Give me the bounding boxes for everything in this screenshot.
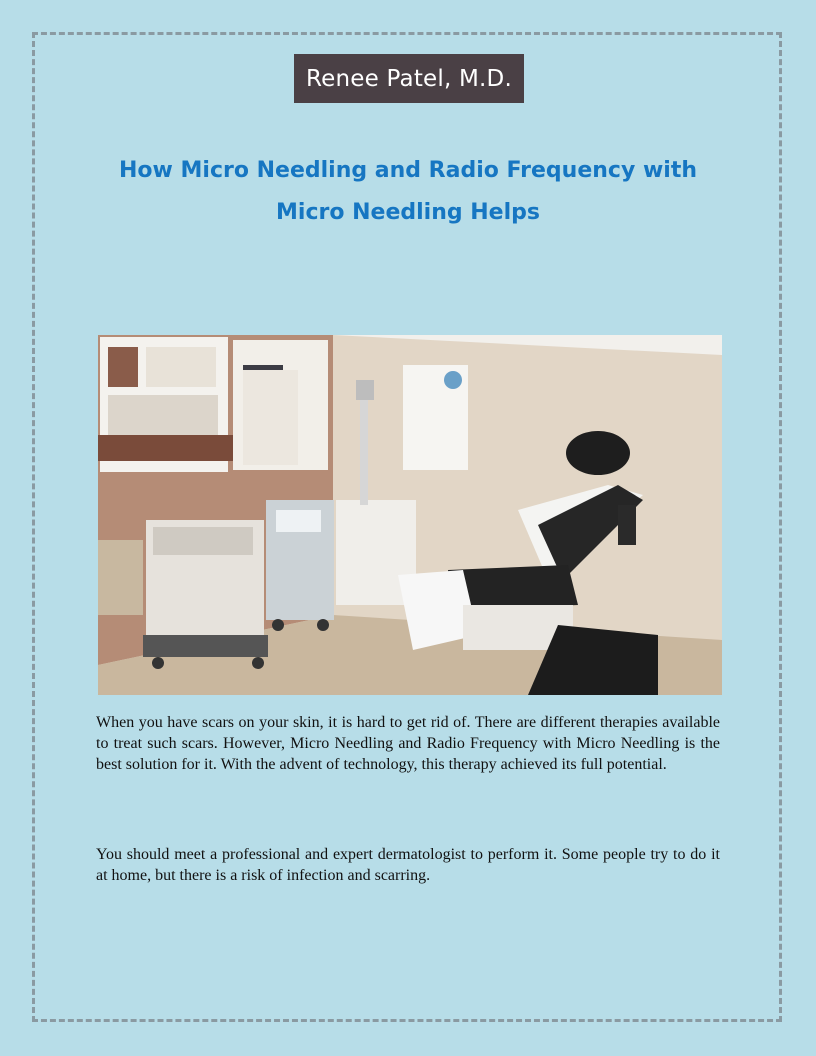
intro-paragraph: When you have scars on your skin, it is hard to get rid of. There are different therapies available to treat such scars. However, Micro Needling and Radio Frequency with Micro Needling is the best solution for it. With the advent of technology, this therapy achieved its full potential. <box>96 714 720 773</box>
article-title: How Micro Needling and Radio Frequency with Micro Needling Helps <box>119 158 697 225</box>
treatment-room-photo <box>98 335 722 695</box>
clinic-logo <box>294 54 524 103</box>
logo-text: Renee Patel, M.D. <box>306 65 512 92</box>
advice-paragraph: You should meet a professional and expert dermatologist to perform it. Some people try to do it at home, but there is a risk of infection and scarring. <box>96 846 720 884</box>
